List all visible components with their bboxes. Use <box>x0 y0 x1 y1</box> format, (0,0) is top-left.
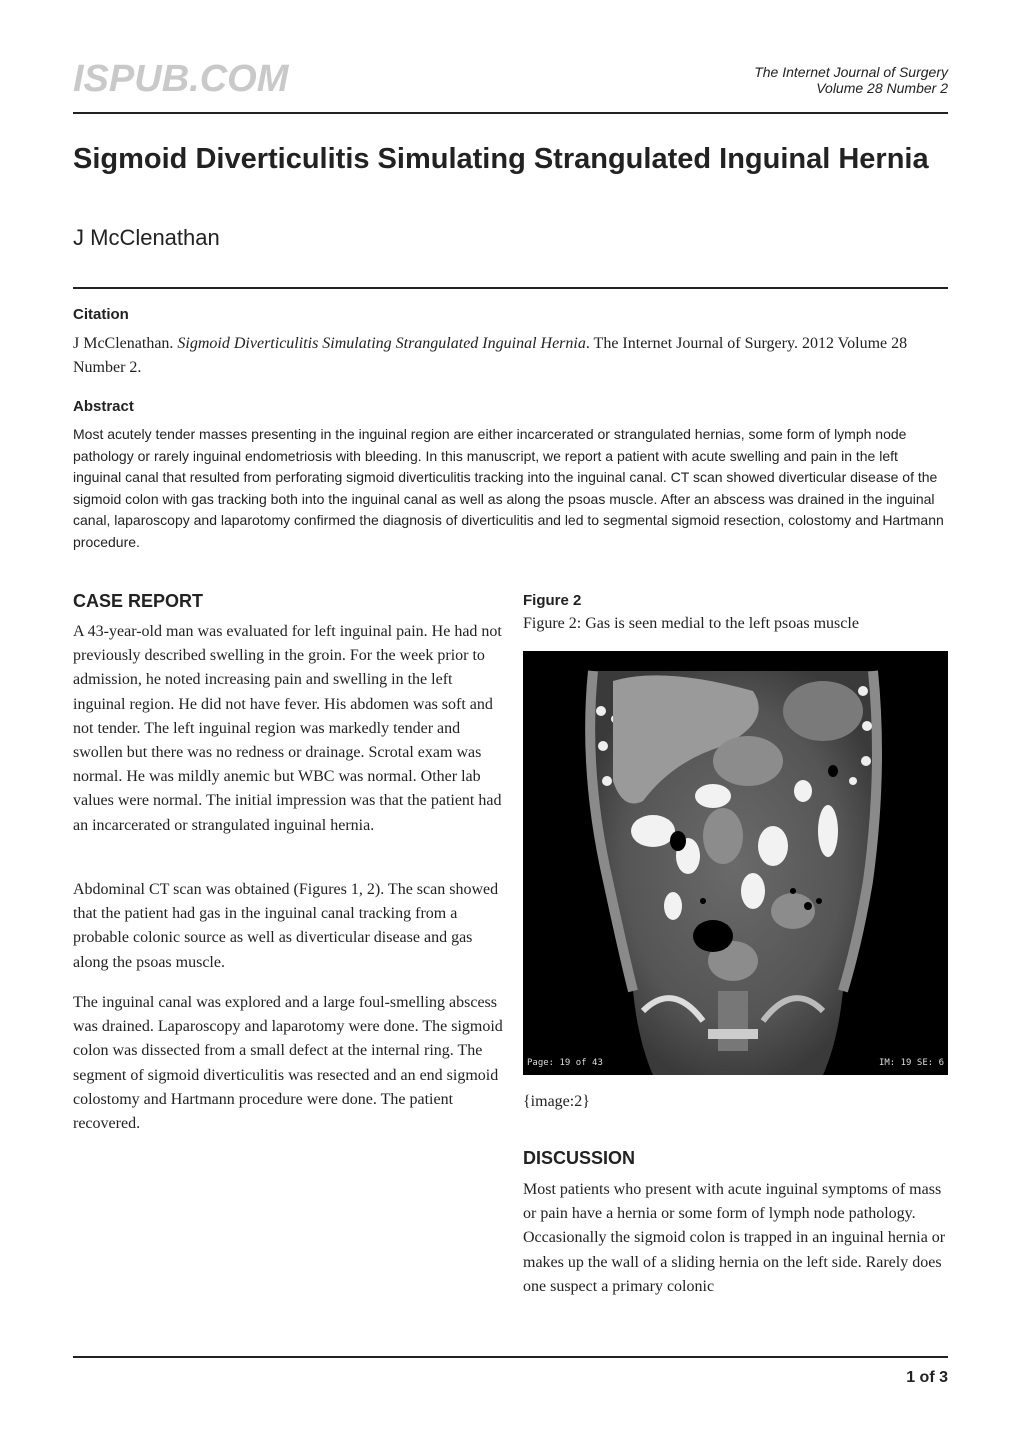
page-number: 1 of 3 <box>906 1369 948 1386</box>
header-rule <box>73 112 948 114</box>
citation-source: . The Internet Journal of Surgery. 2012 Volume 28 Number 2. <box>73 335 908 376</box>
case-report-heading: CASE REPORT <box>73 591 204 611</box>
article-title: Sigmoid Diverticulitis Simulating Strangulated Inguinal Hernia <box>73 143 929 175</box>
discussion-heading: DISCUSSION <box>523 1148 636 1168</box>
case-report-body-2 <box>73 878 503 975</box>
article-author: J McClenathan <box>73 225 220 250</box>
abstract-text: Most acutely tender masses presenting in the inguinal region are either incarcerated or strangulated hernias, some form of lymph node pathology or rarely inguinal endometriosis with bleeding. In this manuscript, we report a patient with acute swelling and pain in the left inguinal canal that resulted from perforating sigmoid diverticulitis tracking into the inguinal canal. CT scan showed diverticular disease of the sigmoid colon with gas tracking both into the inguinal canal as well as along the psoas muscle. After an abscess was drained in the inguinal canal, laparoscopy and laparotomy confirmed the diagnosis of diverticulitis and led to segmental sigmoid resection, colostomy and Hartmann procedure. <box>73 426 944 550</box>
journal-logo: ISPUB.COM <box>73 58 289 100</box>
figure-label: Figure 2 <box>523 592 582 609</box>
citation-title: Sigmoid Diverticulitis Simulating Strangulated Inguinal Hernia <box>177 335 586 352</box>
journal-info <box>754 64 948 96</box>
abstract-label: Abstract <box>73 398 134 415</box>
ct-scan-illustration <box>523 651 948 1075</box>
case-paragraph-1: A 43-year-old man was evaluated for left inguinal pain. He had not previously described swelling in the groin. For the week prior to admission, he noted increasing pain and swelling in the left inguinal region. He did not have fever. His abdomen was soft and not tender. The left inguinal region was markedly tender and swollen but there was no redness or drainage. Scrotal exam was normal. He was mildly anemic but WBC was normal. Other lab values were normal. The initial impression was that the patient had an incarcerated or strangulated inguinal hernia. <box>73 623 502 834</box>
footer-rule <box>73 1356 948 1358</box>
title-rule <box>73 287 948 289</box>
case-paragraph-2: Abdominal CT scan was obtained (Figures 1, 2). The scan showed that the patient had gas in the inguinal canal tracking from a probable colonic source as well as diverticular disease and gas along the psoas muscle. <box>73 881 499 971</box>
case-report-body-3 <box>73 991 503 1136</box>
figure-caption: Figure 2: Gas is seen medial to the left psoas muscle <box>523 615 859 632</box>
journal-name: The Internet Journal of Surgery <box>754 64 948 80</box>
ct-overlay-page: Page: 19 of 43 <box>527 1058 603 1068</box>
case-report-body <box>73 620 503 838</box>
ct-overlay-series: IM: 19 SE: 6 <box>878 1058 944 1068</box>
ct-scan-image <box>523 651 948 1075</box>
case-paragraph-3: The inguinal canal was explored and a large foul-smelling abscess was drained. Laparoscopy and laparotomy were done. The sigmoid colon was dissected from a small defect at the internal ring. The segment of sigmoid diverticulitis was resected and an end sigmoid colostomy and Hartmann procedure were done. The patient recovered. <box>73 994 503 1133</box>
citation-authors: J McClenathan. <box>73 335 178 352</box>
citation-label: Citation <box>73 306 129 323</box>
image-placeholder: {image:2} <box>523 1093 590 1110</box>
discussion-text: Most patients who present with acute inguinal symptoms of mass or pain have a hernia or some form of lymph node pathology. Occasionally the sigmoid colon is trapped in an inguinal hernia or makes up the wall of a sliding hernia on the left side. Rarely does one suspect a primary colonic <box>523 1181 946 1295</box>
citation-text <box>73 332 943 380</box>
journal-volume: Volume 28 Number 2 <box>816 80 948 96</box>
